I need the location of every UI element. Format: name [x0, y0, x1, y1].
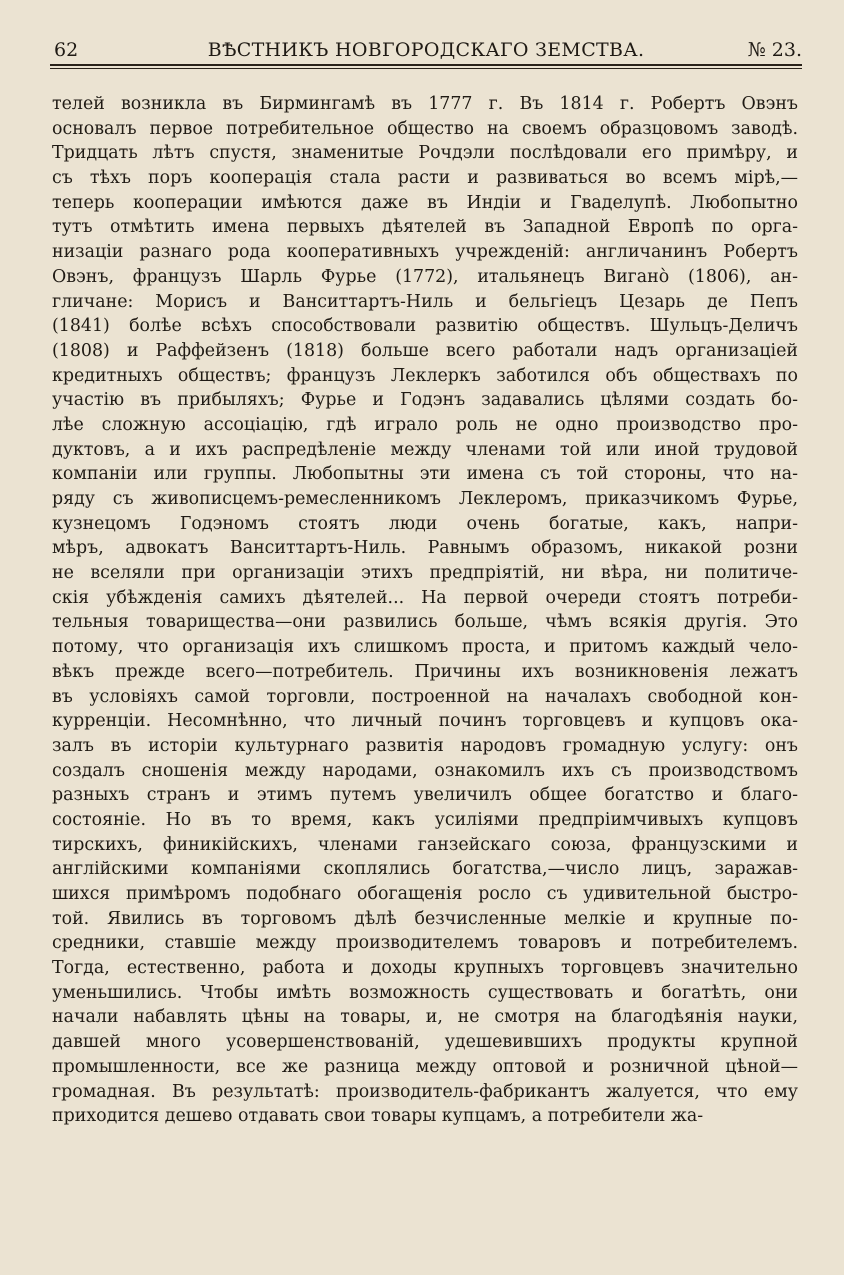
text-line: низаціи разнаго рода кооперативныхъ учрежденій: англичанинъ Робертъ	[52, 242, 798, 263]
text-line: (1841) болѣе всѣхъ способствовали развитію обществъ. Шульцъ-Деличъ	[52, 316, 798, 337]
issue-number: № 23.	[747, 39, 802, 61]
body-text	[52, 92, 798, 1129]
text-line: дуктовъ, а и ихъ распредѣленіе между членами той или иной трудовой	[52, 439, 798, 460]
text-line: состояніе. Но въ то время, какъ усиліями предпріимчивыхъ купцовъ	[52, 809, 798, 830]
text-line: съ тѣхъ поръ кооперація стала расти и развиваться во всемъ мірѣ,—	[52, 168, 798, 189]
text-line: вѣкъ прежде всего—потребитель. Причины ихъ возникновенія лежатъ	[52, 661, 798, 682]
text-line: тельныя товарищества—они развились больше, чѣмъ всякія другія. Это	[52, 612, 798, 633]
text-line: Тридцать лѣтъ спустя, знаменитые Рочдэли послѣдовали его примѣру, и	[52, 143, 798, 164]
text-line: компаніи или группы. Любопытны эти имена съ той стороны, что на-	[52, 464, 798, 485]
text-line: въ условіяхъ самой торговли, построенной на началахъ свободной кон-	[52, 686, 798, 707]
text-line: основалъ первое потребительное общество на своемъ образцовомъ заводѣ.	[52, 118, 798, 139]
text-line: начали набавлять цѣны на товары, и, не смотря на благодѣянія науки,	[52, 1007, 798, 1028]
text-line: давшей много усовершенствованій, удешевившихъ продукты крупной	[52, 1032, 798, 1053]
text-line: гличане: Морисъ и Ванситтартъ-Ниль и бельгіецъ Цезарь де Пепъ	[52, 291, 798, 312]
text-line: лѣе сложную ассоціацію, гдѣ играло роль не одно производство про-	[52, 414, 798, 435]
text-line: курренціи. Несомнѣнно, что личный починъ торговцевъ и купцовъ ока-	[52, 711, 798, 732]
text-line: потому, что организація ихъ слишкомъ проста, и притомъ каждый чело-	[52, 637, 798, 658]
text-line: участію въ прибыляхъ; Фурье и Годэнъ задавались цѣлями создать бо-	[52, 390, 798, 411]
journal-title: ВѢСТНИКЪ НОВГОРОДСКАГО ЗЕМСТВА.	[207, 39, 645, 61]
text-line: Овэнъ, французъ Шарль Фурье (1772), итальянецъ Виганò (1806), ан-	[52, 266, 798, 287]
text-line: мѣръ, адвокатъ Ванситтартъ-Ниль. Равнымъ образомъ, никакой розни	[52, 538, 798, 559]
text-line: шихся примѣромъ подобнаго обогащенія росло съ удивительной быстро-	[52, 884, 798, 904]
text-line: залъ въ исторіи культурнаго развитія народовъ громадную услугу: онъ	[52, 735, 798, 756]
text-line: теперь кооперации имѣются даже въ Индіи и Гваделупѣ. Любопытно	[52, 192, 798, 213]
header-rule	[50, 64, 802, 69]
text-line: Тогда, естественно, работа и доходы крупныхъ торговцевъ значительно	[52, 958, 798, 979]
text-line: промышленности, все же разница между оптовой и розничной цѣной—	[52, 1056, 798, 1077]
text-line: кузнецомъ Годэномъ стоятъ люди очень богатые, какъ, напри-	[52, 513, 798, 534]
text-line: ряду съ живописцемъ-ремесленникомъ Леклеромъ, приказчикомъ Фурье,	[52, 489, 798, 509]
text-line: тутъ отмѣтить имена первыхъ дѣятелей въ Западной Европѣ по орга-	[52, 217, 798, 238]
text-line: разныхъ странъ и этимъ путемъ увеличилъ общее богатство и благо-	[52, 785, 798, 806]
text-line: приходится дешево отдавать свои товары купцамъ, а потребители жа-	[52, 1106, 704, 1127]
text-line: англійскими компаніями скоплялись богатства,—число лицъ, заражав-	[52, 859, 798, 880]
text-line: (1808) и Раффейзенъ (1818) больше всего работали надъ организаціей	[52, 340, 798, 361]
text-line: той. Явились въ торговомъ дѣлѣ безчисленные мелкіе и крупные по-	[52, 908, 798, 929]
running-header	[50, 38, 802, 62]
text-line: средники, ставшіе между производителемъ товаровъ и потребителемъ.	[52, 933, 798, 954]
text-line: скія убѣжденія самихъ дѣятелей... На первой очереди стоятъ потреби-	[52, 587, 798, 608]
text-line: громадная. Въ результатѣ: производитель-фабрикантъ жалуется, что ему	[52, 1081, 798, 1102]
page-number: 62	[54, 39, 79, 61]
text-line: кредитныхъ обществъ; французъ Леклеркъ заботился объ обществахъ по	[52, 365, 798, 386]
text-line: тирскихъ, финикійскихъ, членами ганзейскаго союза, французскими и	[52, 834, 798, 855]
text-line: телей возникла въ Бирмингамѣ въ 1777 г. Въ 1814 г. Робертъ Овэнъ	[52, 94, 798, 114]
text-line: создалъ сношенія между народами, ознакомилъ ихъ съ производствомъ	[52, 760, 798, 781]
text-line: уменьшились. Чтобы имѣть возможность существовать и богатѣть, они	[52, 982, 798, 1003]
text-line: не вселяли при организаціи этихъ предпріятій, ни вѣра, ни политиче-	[52, 563, 798, 584]
